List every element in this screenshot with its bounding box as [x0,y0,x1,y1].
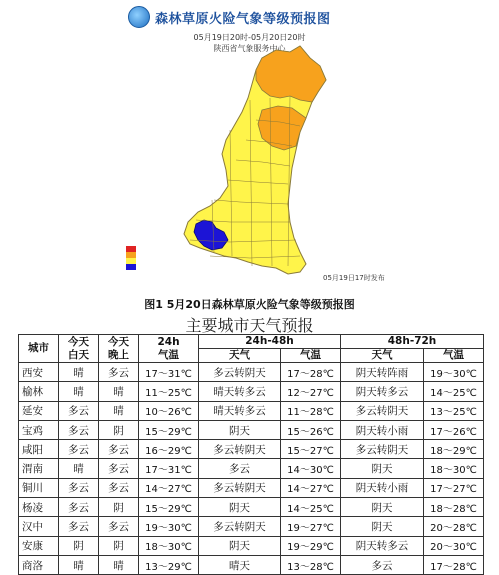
cell-weather-72: 阴天转阵雨 [341,363,424,382]
cell-temp-72: 18～30℃ [424,459,484,478]
table-row [19,420,484,439]
cell-weather-48: 晴天转多云 [199,401,281,420]
header-24h-temp: 24h 气温 [139,335,199,363]
legend-swatch-blue [126,264,136,270]
cell-weather-72: 阴天转多云 [341,536,424,555]
table-row [19,401,484,420]
figure-caption: 图1 5月20日森林草原火险气象等级预报图 [144,298,355,311]
cell-day: 晴 [59,555,99,574]
cell-weather-48: 阴天 [199,420,281,439]
table-row [19,363,484,382]
cell-night: 晴 [99,382,139,401]
cell-temp-48: 19～27℃ [281,517,341,536]
cell-city: 延安 [19,401,59,420]
cell-weather-72: 阴天 [341,517,424,536]
map-agency: 陕西省气象服务中心 [213,44,286,53]
table-row [19,478,484,497]
cell-temp-72: 13～25℃ [424,401,484,420]
cell-temp-48: 11～28℃ [281,401,341,420]
cell-temp-48: 17～28℃ [281,363,341,382]
map-issue-time: 05月19日17时发布 [323,274,385,282]
cell-night: 阴 [99,420,139,439]
cell-weather-48: 阴天 [199,498,281,517]
cell-temp-72: 17～26℃ [424,420,484,439]
header-today-night: 今天 晚上 [99,335,139,363]
cell-weather-72: 阴天转小雨 [341,420,424,439]
cell-temp-24: 15～29℃ [139,498,199,517]
subheader-weather-72: 天气 [341,349,424,363]
cell-night: 阴 [99,536,139,555]
cell-night: 多云 [99,517,139,536]
table-row [19,536,484,555]
table-row [19,517,484,536]
header-today-day: 今天 白天 [59,335,99,363]
header-24-48h: 24h-48h [199,335,341,349]
cell-city: 宝鸡 [19,420,59,439]
table-header-row [19,335,484,349]
cell-city: 安康 [19,536,59,555]
cell-temp-24: 17～31℃ [139,363,199,382]
cell-day: 多云 [59,420,99,439]
cell-temp-24: 19～30℃ [139,517,199,536]
cell-temp-24: 10～26℃ [139,401,199,420]
cell-day: 晴 [59,363,99,382]
cell-city: 榆林 [19,382,59,401]
cell-night: 晴 [99,401,139,420]
table-row [19,440,484,459]
map-legend [126,246,136,270]
cell-temp-48: 12～27℃ [281,382,341,401]
cell-city: 汉中 [19,517,59,536]
cell-temp-48: 15～27℃ [281,440,341,459]
cell-temp-48: 15～26℃ [281,420,341,439]
cell-day: 多云 [59,498,99,517]
map-period: 05月19日20时-05月20日20时 [193,33,306,42]
cell-weather-72: 阴天 [341,459,424,478]
cell-temp-72: 18～29℃ [424,440,484,459]
cell-temp-72: 14～25℃ [424,382,484,401]
orange-region-north [256,46,326,102]
cell-day: 多云 [59,478,99,497]
subheader-temp-72: 气温 [424,349,484,363]
table-row [19,498,484,517]
cell-temp-24: 13～29℃ [139,555,199,574]
cell-temp-72: 19～30℃ [424,363,484,382]
table-row [19,555,484,574]
cell-temp-24: 16～29℃ [139,440,199,459]
cell-temp-48: 14～30℃ [281,459,341,478]
cell-temp-24: 18～30℃ [139,536,199,555]
cell-day: 阴 [59,536,99,555]
map-title: 森林草原火险气象等级预报图 [155,11,331,27]
cell-night: 多云 [99,363,139,382]
cell-weather-48: 多云转阴天 [199,363,281,382]
cell-city: 咸阳 [19,440,59,459]
cell-temp-24: 11～25℃ [139,382,199,401]
cell-temp-48: 19～29℃ [281,536,341,555]
cell-weather-48: 多云转阴天 [199,517,281,536]
cell-city: 商洛 [19,555,59,574]
cell-weather-72: 阴天转小雨 [341,478,424,497]
header-48-72h: 48h-72h [341,335,484,349]
cell-temp-48: 14～25℃ [281,498,341,517]
city-weather-table [18,334,484,575]
cell-temp-48: 13～28℃ [281,555,341,574]
cell-weather-48: 多云转阴天 [199,440,281,459]
cell-weather-72: 多云转阴天 [341,401,424,420]
cell-night: 晴 [99,555,139,574]
cell-night: 多云 [99,459,139,478]
cell-temp-72: 20～28℃ [424,517,484,536]
cell-night: 阴 [99,498,139,517]
cell-day: 晴 [59,459,99,478]
cell-day: 多云 [59,517,99,536]
cell-weather-48: 阴天 [199,536,281,555]
cell-temp-24: 14～27℃ [139,478,199,497]
cell-weather-72: 多云转阴天 [341,440,424,459]
subheader-temp-48: 气温 [281,349,341,363]
cell-temp-72: 18～28℃ [424,498,484,517]
cell-weather-72: 多云 [341,555,424,574]
cell-temp-24: 17～31℃ [139,459,199,478]
cell-weather-72: 阴天转多云 [341,382,424,401]
cell-temp-72: 17～27℃ [424,478,484,497]
subheader-weather-48: 天气 [199,349,281,363]
table-title: 主要城市天气预报 [185,316,314,335]
cell-weather-48: 多云转阴天 [199,478,281,497]
cell-temp-72: 20～30℃ [424,536,484,555]
cell-night: 多云 [99,440,139,459]
cell-temp-24: 15～29℃ [139,420,199,439]
cell-day: 多云 [59,440,99,459]
cell-city: 西安 [19,363,59,382]
cell-city: 杨凌 [19,498,59,517]
cell-temp-72: 17～28℃ [424,555,484,574]
cell-city: 铜川 [19,478,59,497]
cell-day: 多云 [59,401,99,420]
cell-weather-48: 晴天转多云 [199,382,281,401]
header-city: 城市 [19,335,59,363]
cell-day: 晴 [59,382,99,401]
cell-weather-48: 晴天 [199,555,281,574]
cell-city: 渭南 [19,459,59,478]
table-row [19,382,484,401]
cell-night: 多云 [99,478,139,497]
cell-temp-48: 14～27℃ [281,478,341,497]
cell-weather-72: 阴天 [341,498,424,517]
table-row [19,459,484,478]
cell-weather-48: 多云 [199,459,281,478]
